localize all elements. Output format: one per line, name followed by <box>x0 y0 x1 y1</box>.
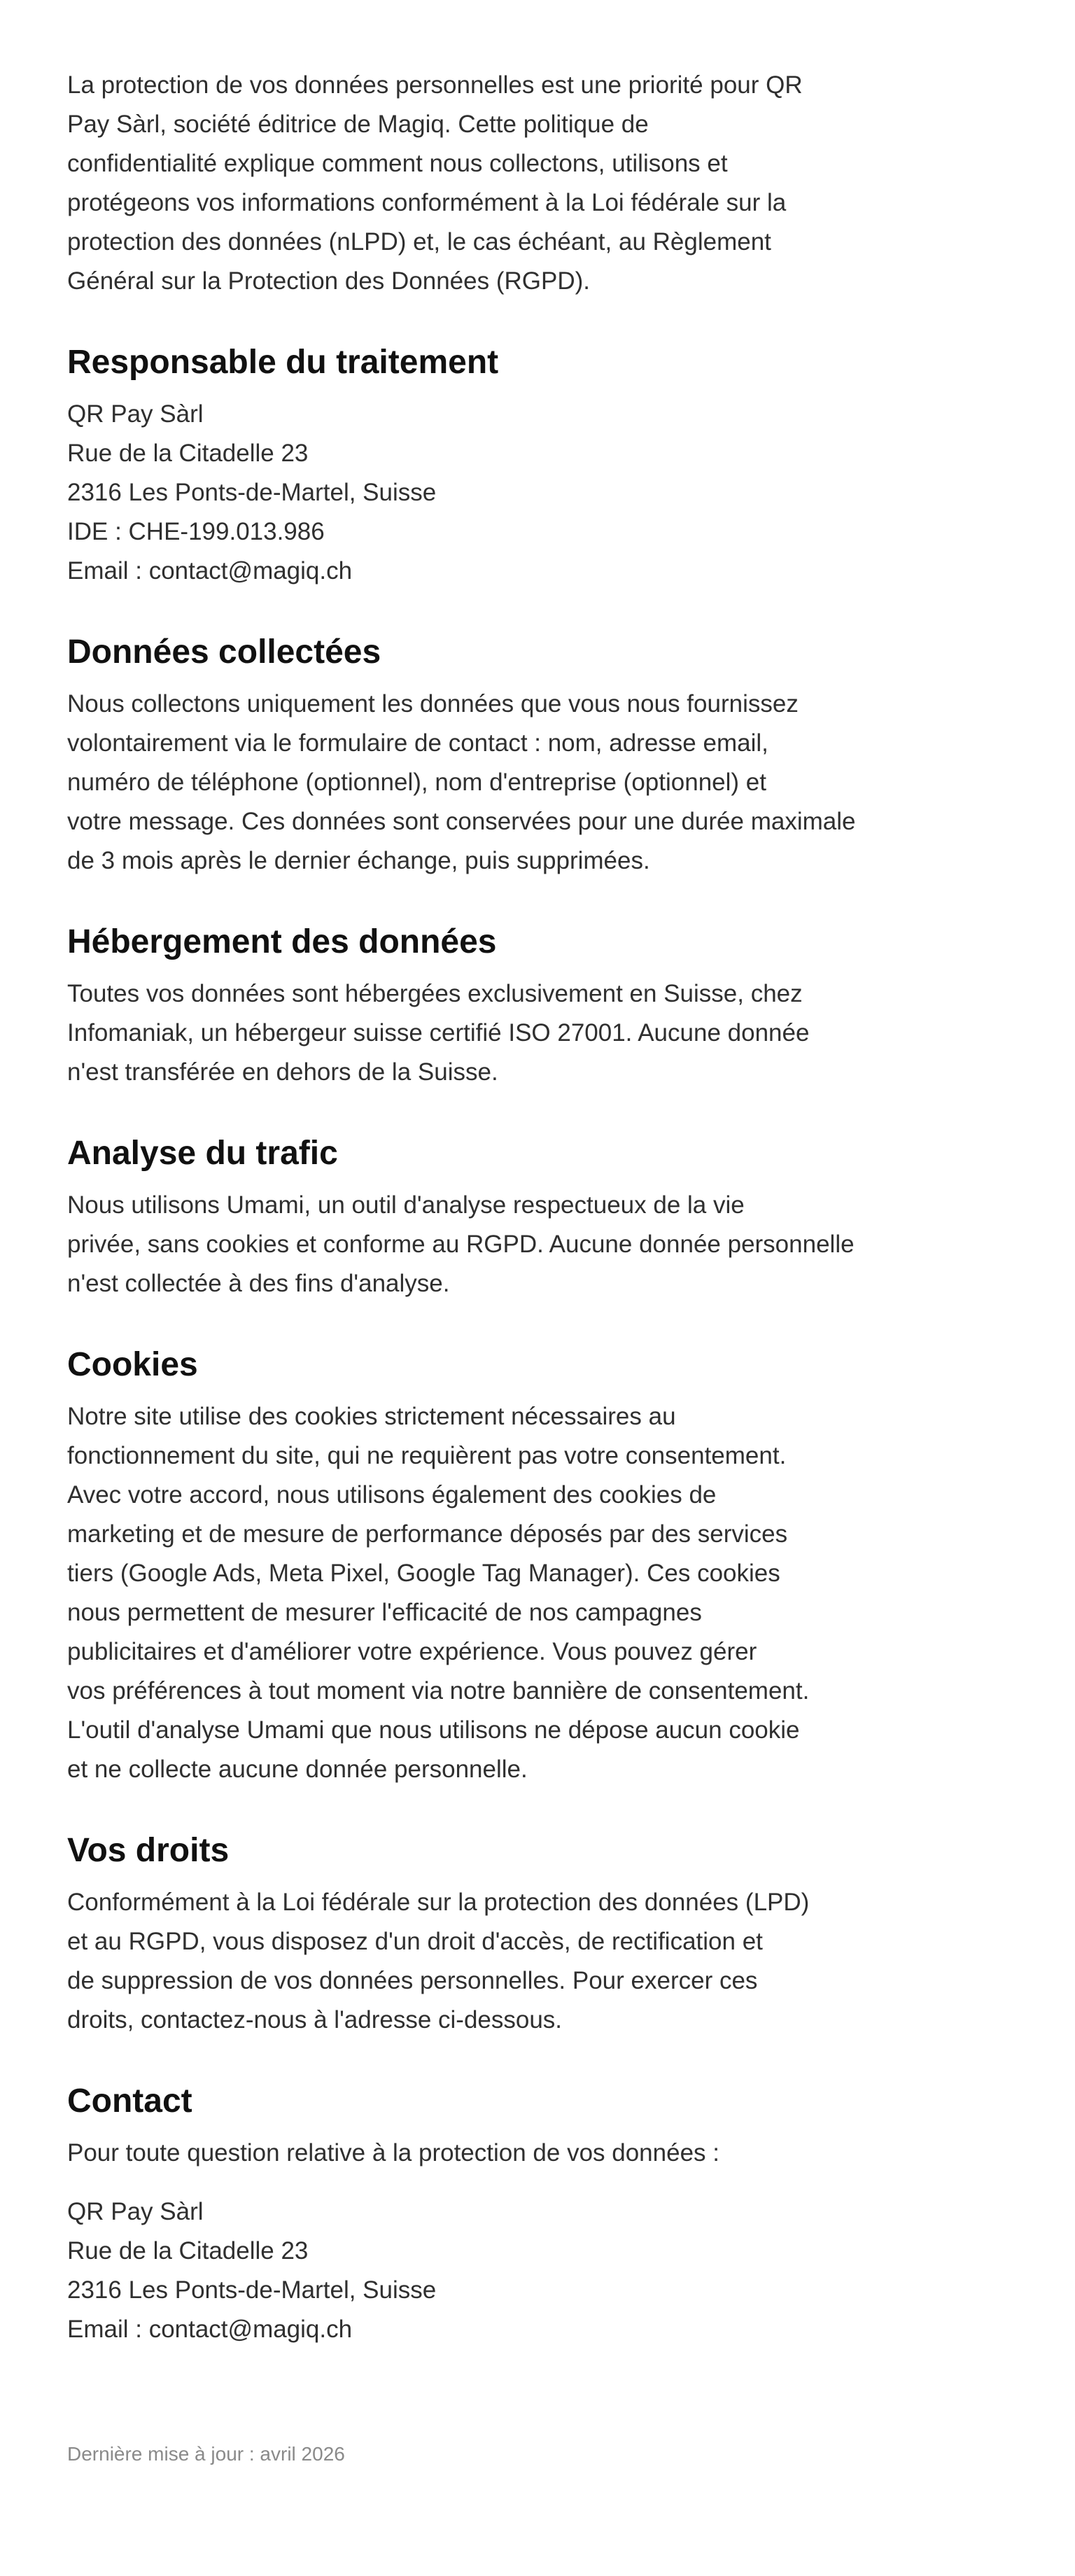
contact-address-block <box>67 2192 907 2349</box>
donnees-paragraph: Nous collectons uniquement les données que vous nous fournissez volontairement via le formulaire de contact : nom, adresse email, numéro de téléphone (optionnel), nom d'entreprise (optionnel) et votre message. Ces données sont conservées pour une durée maximale de 3 mois après le dernier échange, puis supprimées. <box>67 690 856 874</box>
section-heading-hebergement: Hébergement des données <box>67 923 497 960</box>
section-heading-donnees: Données collectées <box>67 634 381 671</box>
responsable-city: 2316 Les Ponts-de-Martel, Suisse <box>67 479 437 506</box>
contact-company: QR Pay Sàrl <box>67 2198 204 2225</box>
section-heading-analyse: Analyse du trafic <box>67 1135 338 1172</box>
cookies-paragraph: Notre site utilise des cookies strictement nécessaires au fonctionnement du site, qui ne requièrent pas votre consentement. Avec votre accord, nous utilisons également des cookies de marketing et de mesure de performance déposés par des services tiers (Google Ads, Meta Pixel, Google Tag Manager). Ces cookies nous permettent de mesurer l'efficacité de nos campagnes publicitaires et d'améliorer votre expérience. Vous pouvez gérer vos préférences à tout moment via notre bannière de consentement. L'outil d'analyse Umami que nous utilisons ne dépose aucun cookie et ne collecte aucune donnée personnelle. <box>67 1403 810 1783</box>
contact-email: Email : contact@magiq.ch <box>67 2316 353 2343</box>
analyse-paragraph: Nous utilisons Umami, un outil d'analyse respectueux de la vie privée, sans cookies et conforme au RGPD. Aucune donnée personnelle n'est collectée à des fins d'analyse. <box>67 1191 855 1297</box>
section-heading-cookies: Cookies <box>67 1346 198 1383</box>
contact-street: Rue de la Citadelle 23 <box>67 2237 309 2264</box>
responsable-address-block <box>67 395 907 591</box>
policy-content <box>67 66 907 2349</box>
responsable-ide: IDE : CHE-199.013.986 <box>67 518 325 545</box>
responsable-company: QR Pay Sàrl <box>67 400 204 428</box>
section-heading-droits: Vos droits <box>67 1832 230 1869</box>
intro-paragraph: La protection de vos données personnelles est une priorité pour QR Pay Sàrl, société éditrice de Magiq. Cette politique de confidentialité explique comment nous collectons, utilisons et protégeons vos informations conformément à la Loi fédérale sur la protection des données (nLPD) et, le cas échéant, au Règlement Général sur la Protection des Données (RGPD). <box>67 71 803 295</box>
section-heading-responsable: Responsable du traitement <box>67 344 499 381</box>
contact-intro-paragraph: Pour toute question relative à la protection de vos données : <box>67 2139 719 2166</box>
responsable-street: Rue de la Citadelle 23 <box>67 440 309 467</box>
droits-paragraph: Conformément à la Loi fédérale sur la protection des données (LPD) et au RGPD, vous disposez d'un droit d'accès, de rectification et de suppression de vos données personnelles. Pour exercer ces droits, contactez-nous à l'adresse ci-dessous. <box>67 1889 810 2033</box>
responsable-email: Email : contact@magiq.ch <box>67 557 353 584</box>
last-updated-note: Dernière mise à jour : avril 2026 <box>67 2443 345 2465</box>
section-heading-contact: Contact <box>67 2082 192 2120</box>
hebergement-paragraph: Toutes vos données sont hébergées exclusivement en Suisse, chez Infomaniak, un hébergeur suisse certifié ISO 27001. Aucune donnée n'est transférée en dehors de la Suisse. <box>67 980 810 1086</box>
contact-city: 2316 Les Ponts-de-Martel, Suisse <box>67 2276 437 2304</box>
